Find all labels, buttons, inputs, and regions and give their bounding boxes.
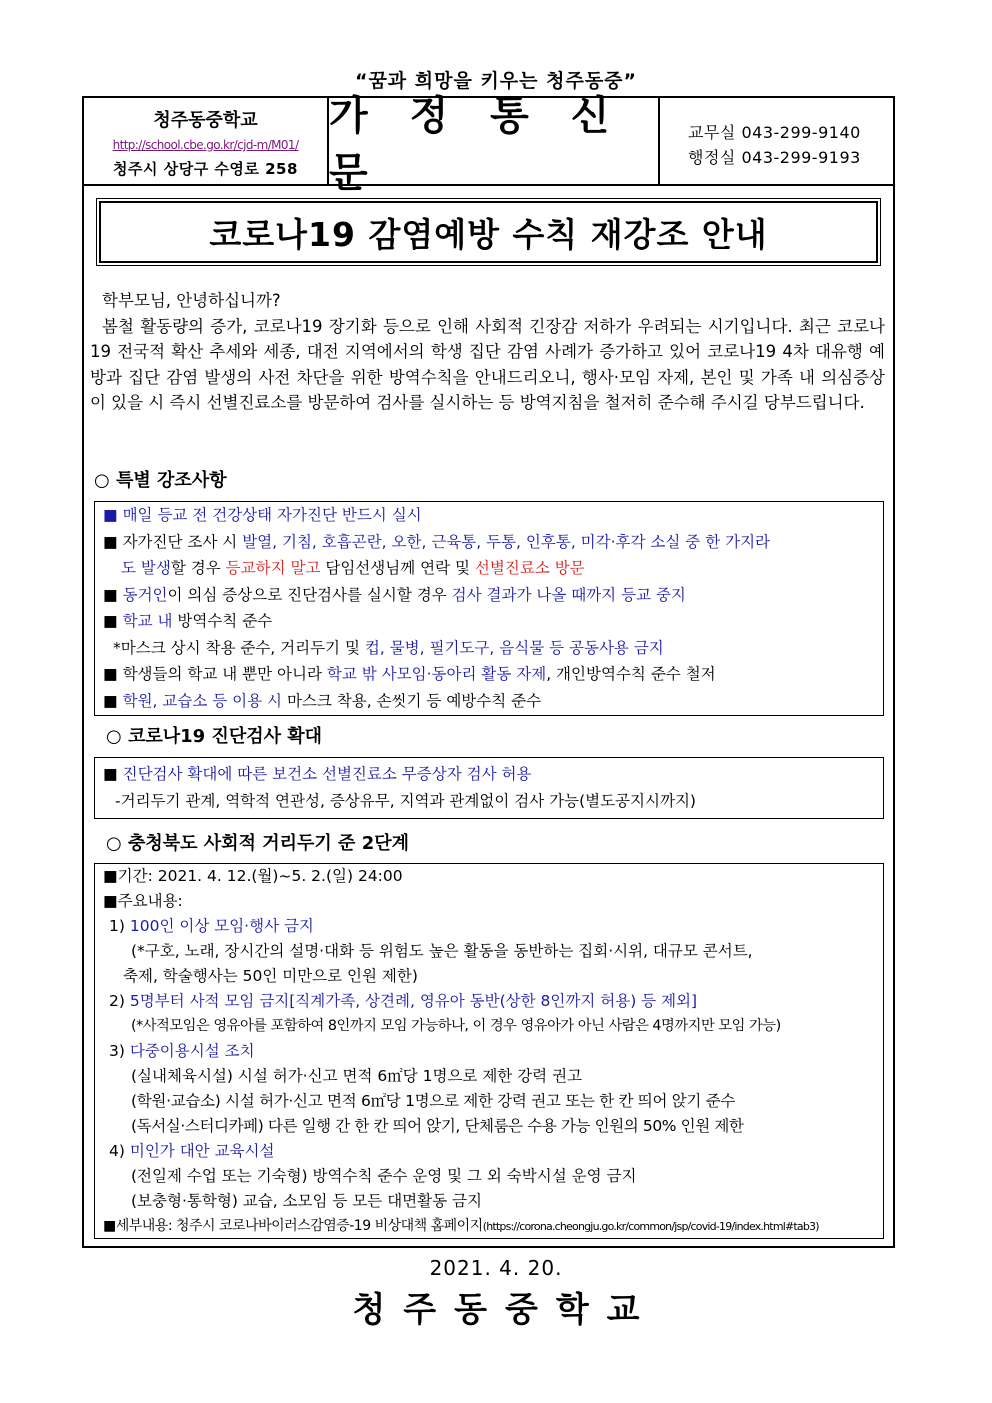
newsletter-title: 가 정 통 신 문 <box>329 98 660 184</box>
rule-item: 1) 100인 이상 모임·행사 금지 <box>109 917 314 935</box>
header <box>84 93 893 196</box>
notice-line: ■ 진단검사 확대에 따른 보건소 선별진료소 무증상자 검사 허용 <box>103 765 532 783</box>
notice-line: ■ 동거인이 의심 증상으로 진단검사를 실시할 경우 검사 결과가 나올 때까지 등교 중지 <box>103 585 686 604</box>
issue-date: 2021. 4. 20. <box>429 1256 563 1280</box>
notice-line: ■ 학교 내 방역수칙 준수 <box>103 612 273 630</box>
rule-item: 2) 5명부터 사적 모임 금지[직계가족, 상견례, 영유아 동반(상한 8인까지 허용) 등 제외] <box>109 992 698 1010</box>
phone-admin: 행정실 043-299-9193 <box>688 148 861 167</box>
notice-line: ■ 매일 등교 전 건강상태 자가진단 반드시 실시 <box>103 506 422 524</box>
testing-box <box>94 757 884 819</box>
section-heading-special: ○ 특별 강조사항 <box>94 470 227 491</box>
rule-item: 4) 미인가 대안 교육시설 <box>109 1142 275 1160</box>
school-name: 청주동중학교 <box>153 110 258 131</box>
school-info <box>84 98 329 184</box>
special-notice-box <box>94 501 884 716</box>
distancing-box <box>94 863 884 1239</box>
detail-line: ■세부내용: 청주시 코로나바이러스감염증-19 비상대책 홈페이지(https://corona.cheongju.go.kr/common/jsp/covid-19/index.html#tab3) <box>103 1218 819 1234</box>
section-heading-testing: ○ 코로나19 진단검사 확대 <box>106 726 323 747</box>
notice-title: 코로나19 감염예방 수칙 재강조 안내 <box>99 201 878 263</box>
intro-text <box>90 288 885 416</box>
rule-note: (독서실·스터디카페) 다른 일행 간 한 칸 띄어 앉기, 단체룸은 수용 가능 인원의 50% 인원 제한 <box>131 1117 744 1135</box>
notice-line: ■ 자가진단 조사 시 발열, 기침, 호흡곤란, 오한, 근육통, 두통, 인후통, 미각·후각 소실 중 한 가지라 <box>103 532 771 551</box>
school-url-link[interactable]: http://school.cbe.go.kr/cjd-m/M01/ <box>112 138 299 152</box>
phone-academic: 교무실 043-299-9140 <box>688 123 861 142</box>
notice-line: -거리두기 관계, 역학적 연관성, 증상유무, 지역과 관계없이 검사 가능(별도공지시까지) <box>115 791 696 810</box>
rule-note: (실내체육시설) 시설 허가·신고 면적 6㎡당 1명으로 제한 강력 권고 <box>131 1067 583 1085</box>
intro-greeting: 학부모님, 안녕하십니까? <box>102 291 281 310</box>
intro-body: 봄철 활동량의 증가, 코로나19 장기화 등으로 인해 사회적 긴장감 저하가 우려되는 시기입니다. 최근 코로나19 전국적 확산 추세와 세종, 대전 지역에서의 학생 집단 감염 사례가 증가하고 있어 코로나19 4차 대유행 예방과 집단 감염 발생의 사전 차단을 위한 방역수칙을 안내드리오니, 행사·모임 자제, 본인 및 가족 내 의심증상이 있을 시 즉시 선별진료소를 방문하여 검사를 실시하는 등 방역지침을 철저히 준수해 주시길 당부드립니다. <box>90 316 885 412</box>
section-heading-distancing: ○ 충청북도 사회적 거리두기 준 2단계 <box>106 833 409 854</box>
rule-note: (*사적모임은 영유아를 포함하여 8인까지 모임 가능하나, 이 경우 영유아가 아닌 사람은 4명까지만 모임 가능) <box>131 1018 781 1034</box>
notice-line: *마스크 상시 착용 준수, 거리두기 및 컵, 물병, 필기도구, 음식물 등 공동사용 금지 <box>113 638 664 657</box>
detail-url-link[interactable]: (https://corona.cheongju.go.kr/common/jsp/covid-19/index.html#tab3) <box>482 1220 819 1233</box>
notice-line: ■ 학원, 교습소 등 이용 시 마스크 착용, 손씻기 등 예방수칙 준수 <box>103 691 542 710</box>
rule-note: (*구호, 노래, 장시간의 설명·대화 등 위험도 높은 활동을 동반하는 집회·시위, 대규모 콘서트, <box>131 942 753 960</box>
rule-note: (학원·교습소) 시설 허가·신고 면적 6㎡당 1명으로 제한 강력 권고 또는 한 칸 띄어 앉기 준수 <box>131 1092 736 1110</box>
rule-note: (보충형·통학형) 교습, 소모임 등 모든 대면활동 금지 <box>131 1192 482 1210</box>
school-signature: 청주동중학교 <box>352 1290 658 1330</box>
period: ■기간: 2021. 4. 12.(월)~5. 2.(일) 24:00 <box>103 867 403 885</box>
slogan: “꿈과 희망을 키우는 청주동중” <box>354 70 638 92</box>
main-content-label: ■주요내용: <box>103 892 183 910</box>
rule-item: 3) 다중이용시설 조치 <box>109 1042 255 1060</box>
rule-note: 축제, 학술행사는 50인 미만으로 인원 제한) <box>123 967 418 985</box>
newsletter-frame <box>82 93 895 1248</box>
contact-info <box>688 120 861 170</box>
school-address: 청주시 상당구 수영로 258 <box>113 160 298 178</box>
rule-note: (전일제 수업 또는 기숙형) 방역수칙 준수 운영 및 그 외 숙박시설 운영 금지 <box>131 1167 637 1185</box>
notice-line: ■ 학생들의 학교 내 뿐만 아니라 학교 밖 사모임·동아리 활동 자제, 개인방역수칙 준수 철저 <box>103 665 716 683</box>
notice-line: 도 발생할 경우 등교하지 말고 담임선생님께 연락 및 선별진료소 방문 <box>121 559 585 577</box>
notice-banner <box>96 198 881 266</box>
